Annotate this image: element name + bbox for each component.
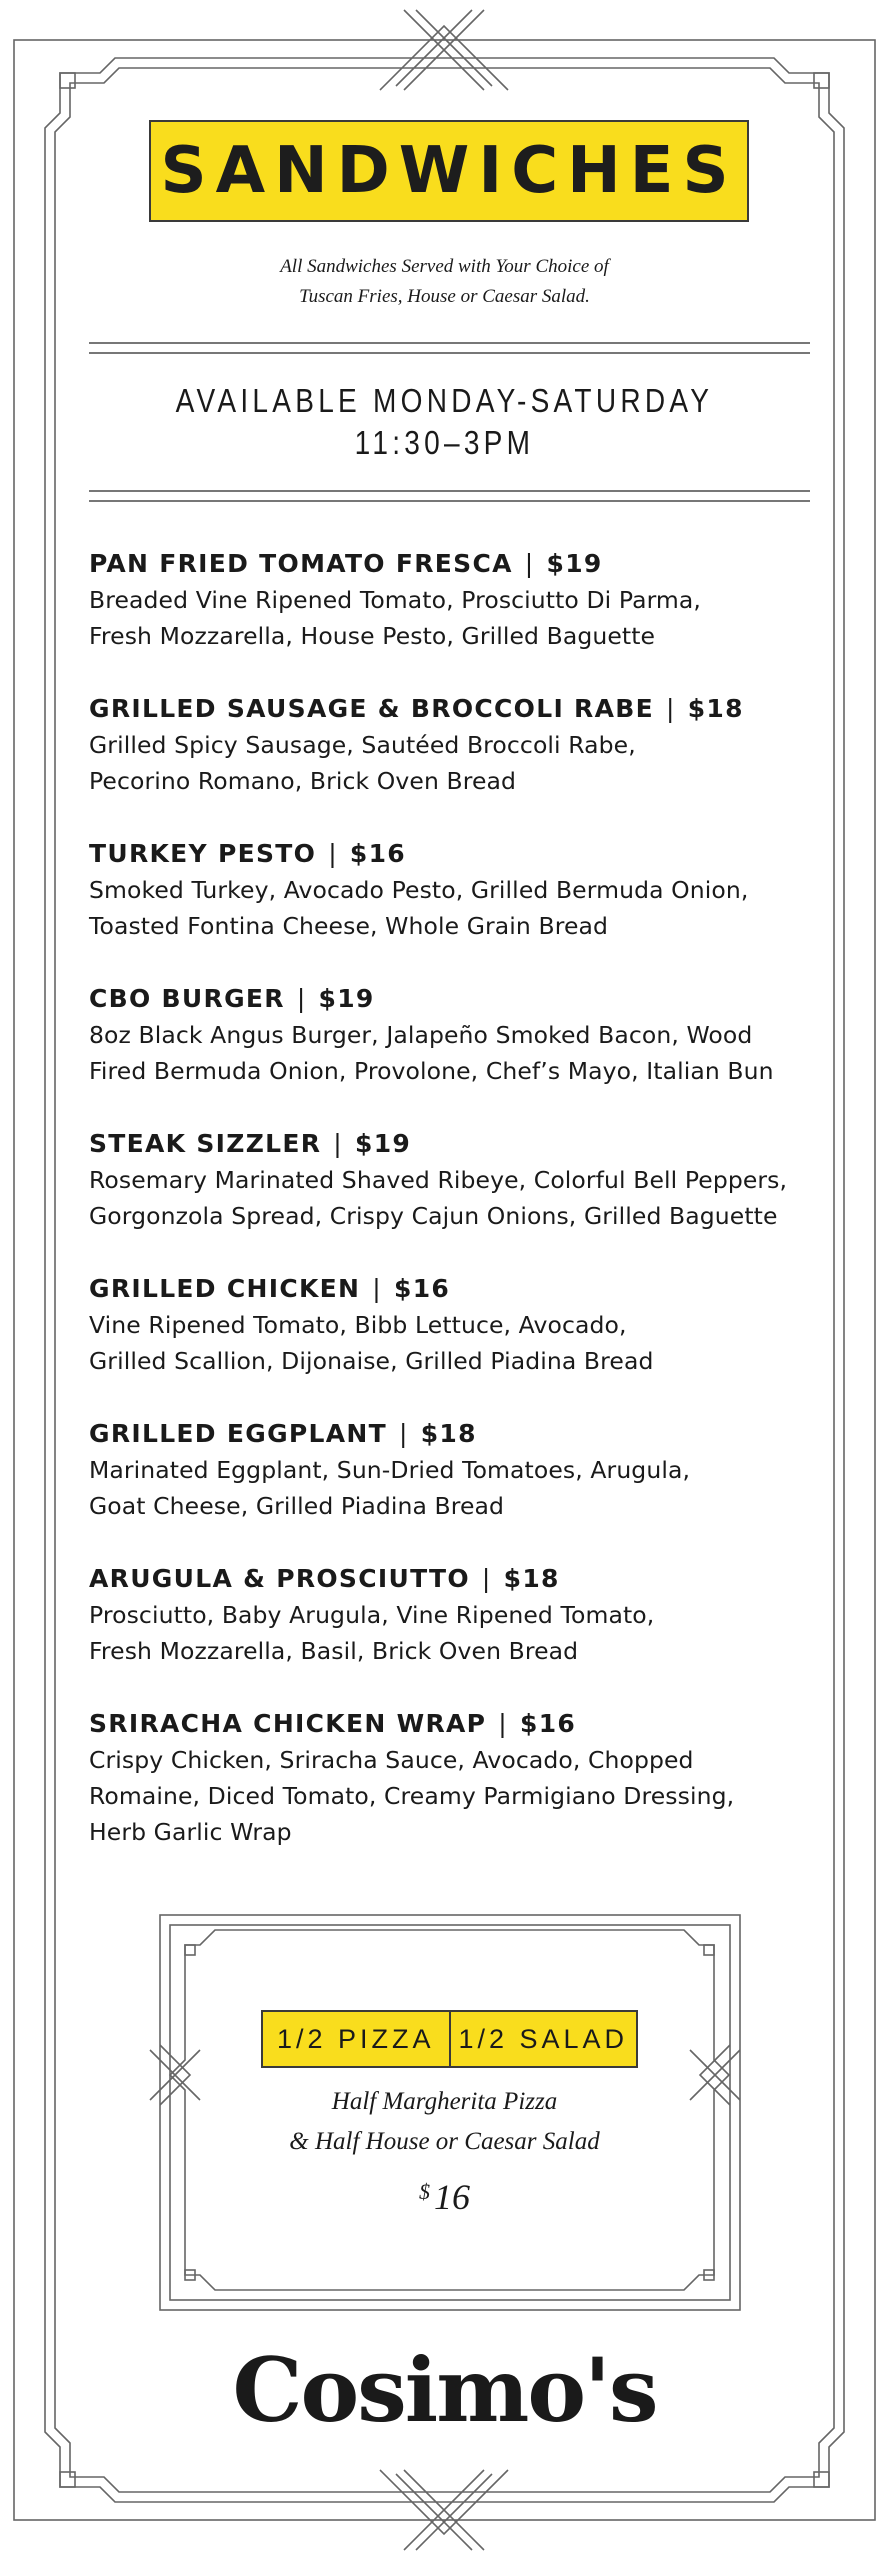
menu-item-heading [89, 691, 809, 727]
menu-item-description: Pecorino Romano, Brick Oven Bread [89, 767, 517, 795]
price-separator: | [665, 694, 676, 723]
menu-item-description: Crispy Chicken, Sriracha Sauce, Avocado, Chopped [89, 1746, 694, 1774]
menu-item-description: Fresh Mozzarella, House Pesto, Grilled Baguette [89, 622, 656, 650]
menu-item [89, 1706, 809, 1851]
menu-item [89, 1271, 809, 1416]
menu-item-price: $16 [394, 1274, 451, 1303]
divider [89, 500, 810, 502]
menu-item-description: Fresh Mozzarella, Basil, Brick Oven Bread [89, 1637, 579, 1665]
menu-item [89, 1126, 809, 1271]
menu-item [89, 691, 809, 836]
availability-time: 11:30–3PM [354, 424, 535, 461]
divider [89, 352, 810, 354]
menu-item-description: Marinated Eggplant, Sun-Dried Tomatoes, Arugula, [89, 1456, 691, 1484]
divider [89, 490, 810, 492]
menu-item-name: SRIRACHA CHICKEN WRAP [89, 1709, 487, 1738]
serving-note-line: All Sandwiches Served with Your Choice of [280, 256, 609, 277]
title-banner [149, 120, 749, 222]
price-separator: | [328, 839, 338, 868]
combo-line: Half Margherita Pizza [331, 2088, 558, 2115]
menu-item-description: Gorgonzola Spread, Crispy Cajun Onions, Grilled Baguette [89, 1202, 778, 1230]
menu-item-description: Vine Ripened Tomato, Bibb Lettuce, Avocado, [89, 1311, 627, 1339]
menu-item [89, 981, 809, 1126]
menu-item-heading [89, 981, 809, 1017]
menu-item-price: $18 [503, 1564, 560, 1593]
serving-note [0, 252, 889, 312]
menu-item-description: Romaine, Diced Tomato, Creamy Parmigiano Dressing, [89, 1782, 735, 1810]
menu-item-price: $18 [420, 1419, 477, 1448]
combo-banner [261, 2010, 638, 2068]
menu-item-heading [89, 546, 809, 582]
menu-item-price: $19 [318, 984, 375, 1013]
menu-item-heading [89, 1706, 809, 1742]
menu-item-description: Breaded Vine Ripened Tomato, Prosciutto Di Parma, [89, 586, 701, 614]
menu-item-price: $18 [687, 694, 744, 723]
menu-item-name: GRILLED SAUSAGE & BROCCOLI RABE [89, 694, 654, 723]
menu-item-description: Toasted Fontina Cheese, Whole Grain Bread [89, 912, 609, 940]
price-separator: | [398, 1419, 409, 1448]
combo-line: & Half House or Caesar Salad [289, 2128, 600, 2155]
serving-note-line: Tuscan Fries, House or Caesar Salad. [299, 286, 590, 307]
menu-item-price: $16 [520, 1709, 577, 1738]
menu-item-heading [89, 1126, 809, 1162]
menu-item-description: Smoked Turkey, Avocado Pesto, Grilled Bermuda Onion, [89, 876, 749, 904]
menu-item [89, 836, 809, 981]
availability-hours [67, 380, 823, 464]
menu-title: SANDWICHES [160, 134, 738, 208]
menu-item-name: STEAK SIZZLER [89, 1129, 322, 1158]
combo-price-value: 16 [434, 2177, 470, 2217]
availability-days: AVAILABLE MONDAY-SATURDAY [175, 382, 714, 419]
menu-item-description: 8oz Black Angus Burger, Jalapeño Smoked Bacon, Wood [89, 1021, 753, 1049]
menu-item-name: CBO BURGER [89, 984, 285, 1013]
menu-item-name: GRILLED CHICKEN [89, 1274, 361, 1303]
menu-item-description: Rosemary Marinated Shaved Ribeye, Colorful Bell Peppers, [89, 1166, 788, 1194]
price-separator: | [498, 1709, 509, 1738]
menu-item-description: Grilled Spicy Sausage, Sautéed Broccoli Rabe, [89, 731, 636, 759]
price-separator: | [296, 984, 307, 1013]
menu-item-name: ARUGULA & PROSCIUTTO [89, 1564, 470, 1593]
menu-item-description: Grilled Scallion, Dijonaise, Grilled Piadina Bread [89, 1347, 654, 1375]
menu-item [89, 546, 809, 691]
menu-item-price: $16 [349, 839, 407, 868]
menu-item-name: GRILLED EGGPLANT [89, 1419, 387, 1448]
combo-description [0, 2082, 889, 2162]
sandwich-list [89, 546, 809, 1851]
menu-item-heading [89, 1561, 809, 1597]
menu-item-heading [89, 1416, 809, 1452]
menu-item-description: Herb Garlic Wrap [89, 1818, 292, 1846]
menu-item-heading [89, 836, 809, 872]
price-separator: | [333, 1129, 344, 1158]
menu-item-name: PAN FRIED TOMATO FRESCA [89, 549, 513, 578]
menu-item-price: $19 [546, 549, 603, 578]
menu-item [89, 1561, 809, 1706]
menu-item-heading [89, 1271, 809, 1307]
menu-item-description: Goat Cheese, Grilled Piadina Bread [89, 1492, 505, 1520]
price-separator: | [372, 1274, 382, 1303]
menu-item-description: Prosciutto, Baby Arugula, Vine Ripened Tomato, [89, 1601, 655, 1629]
combo-pizza-label: 1/2 PIZZA [276, 2023, 435, 2054]
currency-symbol: $ [419, 2179, 430, 2204]
menu-item-price: $19 [355, 1129, 412, 1158]
menu-item [89, 1416, 809, 1561]
menu-item-description: Fired Bermuda Onion, Provolone, Chef’s Mayo, Italian Bun [89, 1057, 774, 1085]
price-separator: | [481, 1564, 492, 1593]
brand-logo: Cosimo's [232, 2338, 657, 2442]
menu-item-name: TURKEY PESTO [89, 839, 317, 868]
combo-price [0, 2176, 889, 2218]
combo-salad-label: 1/2 SALAD [458, 2023, 629, 2054]
price-separator: | [524, 549, 535, 578]
divider [89, 342, 810, 344]
